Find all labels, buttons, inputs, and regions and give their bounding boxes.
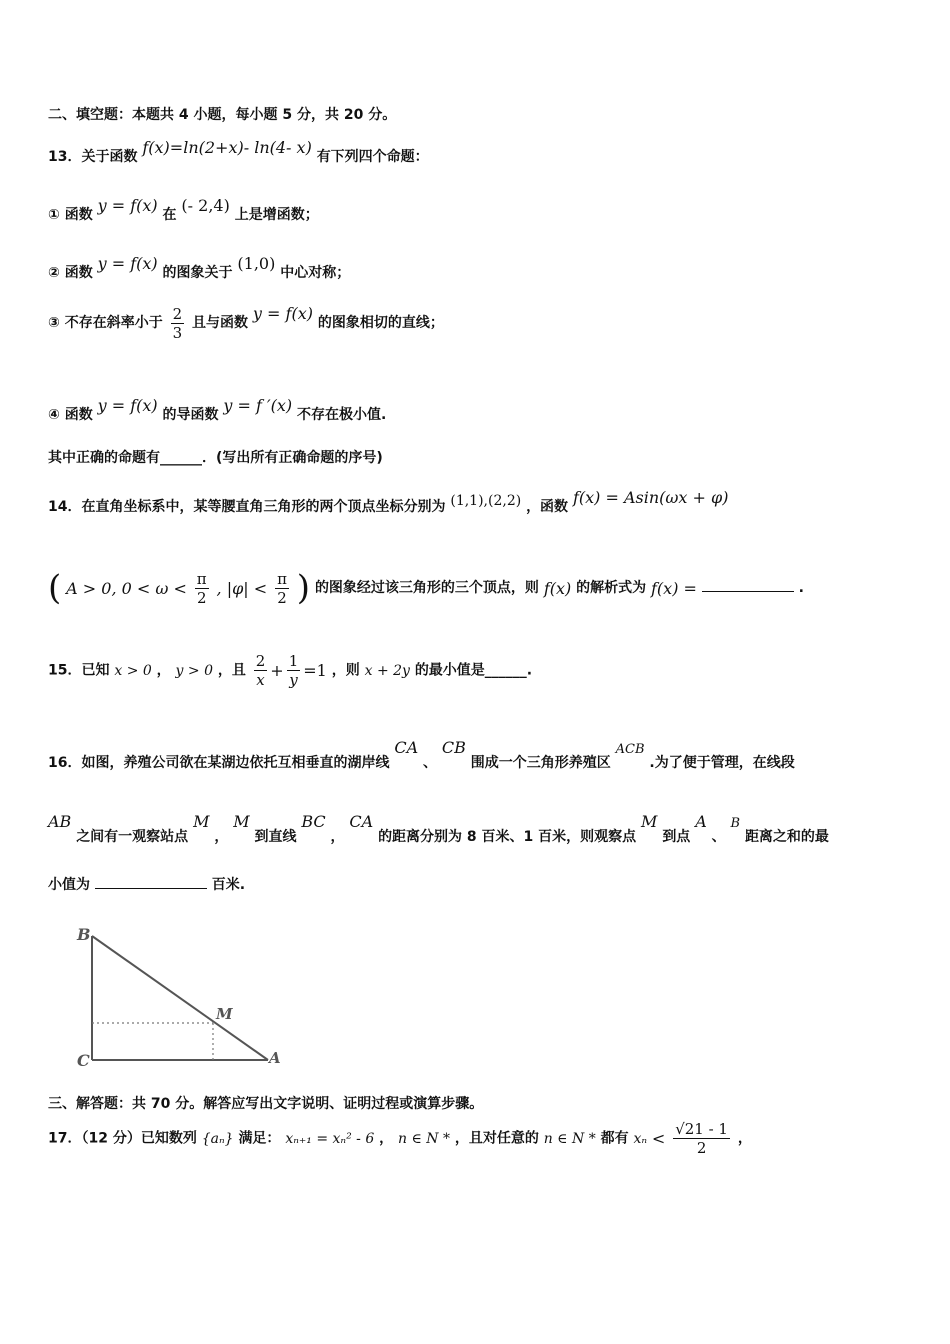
q14-function: f(x) = Asin(ωx + φ) — [572, 488, 729, 507]
q14-fraction-2-den: 2 — [277, 588, 287, 607]
figure-side-AB — [92, 936, 268, 1060]
q14-fx: f(x) — [543, 578, 572, 598]
q13-prefix: 13．关于函数 — [48, 149, 138, 165]
q13-p3-text-a: ③ 不存在斜率小于 — [48, 315, 163, 331]
q13-p3-math-1: y = f(x) — [252, 304, 313, 323]
q17-prefix: 17．（12 分）已知数列 — [48, 1130, 197, 1147]
right-paren-icon: ) — [296, 568, 311, 608]
q16-line-3 — [48, 874, 245, 894]
q14-fraction-1-num: π — [196, 569, 207, 588]
q13-p1-text-a: ① 函数 — [48, 207, 93, 223]
q13-p4-text-b: 的导函数 — [162, 407, 219, 423]
q16-comma-2: ， — [330, 829, 345, 845]
q13-proposition-2 — [48, 254, 350, 282]
q16-dun-2: 、 — [711, 829, 726, 845]
left-paren-icon: ( — [48, 568, 62, 608]
q16-text-2d: 到点 — [662, 829, 691, 845]
q13-p4-math-1: y = f(x) — [97, 396, 158, 415]
q16-point-B: B — [730, 816, 741, 831]
q17-mid-3: 都有 — [600, 1130, 629, 1147]
q16-answer-blank[interactable] — [95, 876, 207, 889]
q16-point-M-1: M — [193, 812, 210, 831]
q14-end: . — [798, 580, 804, 596]
q15-sep: ， — [156, 662, 171, 679]
figure-label-M: M — [216, 1005, 233, 1023]
q15-fraction-1 — [254, 652, 268, 689]
q15-plus: + — [270, 661, 284, 680]
q16-region-ACB: ACB — [615, 742, 645, 757]
q14-mid: ，函数 — [526, 499, 569, 515]
q13-proposition-4 — [48, 396, 386, 424]
q16-point-M-2: M — [233, 812, 250, 831]
q15-question: 的最小值是______. — [414, 662, 533, 679]
q16-line-2 — [48, 812, 829, 846]
q14-text-3: 的解析式为 — [576, 580, 647, 596]
q17-fraction-num: √21 - 1 — [675, 1120, 728, 1138]
q13-question: 其中正确的命题有______．(写出所有正确命题的序号) — [48, 450, 383, 466]
q14-cond-2: , |φ| < — [216, 578, 268, 598]
q13-suffix: 有下列四个命题： — [316, 149, 429, 165]
q17-sequence: {aₙ} — [201, 1130, 234, 1147]
q15-cond-2: y > 0 — [175, 662, 213, 679]
q14-fraction-2 — [275, 570, 289, 607]
q13-p1-text-b: 在 — [162, 207, 177, 223]
q15-fraction-2-den: y — [289, 671, 298, 689]
q16-text-3: 小值为 — [48, 877, 90, 893]
q13-p2-math-2: (1,0) — [237, 254, 276, 273]
q17-end: ， — [737, 1130, 752, 1147]
q14-fraction-1 — [195, 570, 209, 607]
q13-p3-text-c: 的图象相切的直线； — [317, 315, 444, 331]
q13-p2-math-1: y = f(x) — [97, 254, 158, 273]
q16-segment-AB: AB — [48, 812, 72, 831]
q17-fraction-den: 2 — [696, 1139, 707, 1157]
figure-label-A: A — [269, 1049, 281, 1067]
q13-p3-text-b: 且与函数 — [192, 315, 249, 331]
q16-line-CB: CB — [441, 738, 466, 757]
q16-dun: 、 — [423, 755, 438, 771]
q14-prefix: 14．在直角坐标系中，某等腰直角三角形的两个顶点坐标分别为 — [48, 499, 446, 515]
q13-p2-text-a: ② 函数 — [48, 265, 93, 281]
q16-text-1a: 16．如图，养殖公司欲在某湖边依托互相垂直的湖岸线 — [48, 755, 390, 771]
q15-expression: x + 2y — [364, 662, 410, 679]
q16-point-M-3: M — [641, 812, 658, 831]
q13-p4-math-2: y = f ′(x) — [223, 396, 293, 415]
q14-fraction-1-den: 2 — [196, 588, 207, 607]
q16-text-2a: 之间有一观察站点 — [76, 829, 189, 845]
q14-fx-2: f(x) = — [651, 578, 697, 598]
q13-function: f(x)=ln(2+x)- ln(4- x) — [142, 138, 312, 157]
q17-n-in-N-2: n ∈ N * — [543, 1130, 596, 1147]
q13-p2-text-b: 的图象关于 — [162, 265, 233, 281]
q15-equals: =1 — [303, 661, 327, 680]
figure-label-C: C — [77, 1051, 90, 1068]
q15-fraction-2 — [287, 652, 301, 689]
q15-fraction-1-num: 2 — [255, 652, 266, 670]
q13-proposition-1 — [48, 196, 319, 224]
q16-text-2c: 的距离分别为 8 百米、1 百米，则观察点 — [378, 829, 637, 845]
q17-recurrence: xₙ₊₁ = xₙ² - 6 — [285, 1130, 375, 1147]
q17-n-in-N: n ∈ N * — [397, 1130, 450, 1147]
q17-fraction — [673, 1120, 730, 1157]
q17-mid-2: ，且对任意的 — [454, 1130, 539, 1147]
q16-line-BC: BC — [301, 812, 326, 831]
q15-fraction-1-den: x — [256, 671, 265, 689]
q15-and: ，且 — [217, 662, 246, 679]
q17-stem — [48, 1120, 752, 1157]
q16-text-2b: 到直线 — [254, 829, 297, 845]
section-2-heading: 二、填空题：本题共 4 小题，每小题 5 分，共 20 分。 — [48, 107, 397, 123]
q16-comma-1: ， — [214, 829, 229, 845]
q14-text-2: 的图象经过该三角形的三个顶点，则 — [314, 580, 539, 596]
q14-condition-line — [48, 568, 804, 608]
q17-xn: xₙ — [633, 1130, 648, 1147]
q13-p1-text-c: 上是增函数； — [234, 207, 319, 223]
figure-label-B: B — [77, 925, 91, 944]
q16-text-1b: 围成一个三角形养殖区 — [470, 755, 611, 771]
q14-cond-1: A > 0, 0 < ω < — [66, 578, 187, 598]
q16-line-CA: CA — [394, 738, 419, 757]
q13-proposition-3 — [48, 304, 444, 342]
q15-cond-1: x > 0 — [114, 662, 152, 679]
q16-triangle-figure — [70, 918, 290, 1068]
q15-stem — [48, 652, 532, 689]
q16-text-2e: 距离之和的最 — [744, 829, 829, 845]
q16-text-3-end: 百米. — [211, 877, 246, 893]
q15-then: ，则 — [331, 662, 360, 679]
q13-p4-text-a: ④ 函数 — [48, 407, 93, 423]
q15-prefix: 15．已知 — [48, 662, 110, 679]
q17-sep: ， — [379, 1130, 394, 1147]
q13-p3-fraction-num: 2 — [172, 304, 183, 323]
q13-p2-text-c: 中心对称； — [280, 265, 351, 281]
q13-p1-math-2: (- 2,4) — [181, 196, 230, 215]
q14-points: (1,1),(2,2) — [450, 493, 522, 509]
q13-p4-text-c: 不存在极小值. — [297, 407, 387, 423]
q14-fraction-2-num: π — [277, 569, 287, 588]
section-3-heading: 三、解答题：共 70 分。解答应写出文字说明、证明过程或演算步骤。 — [48, 1096, 484, 1112]
q13-p1-math-1: y = f(x) — [97, 196, 158, 215]
q13-p3-fraction-den: 3 — [172, 323, 183, 342]
q15-fraction-2-num: 1 — [288, 652, 299, 670]
q14-answer-blank[interactable] — [702, 579, 794, 592]
q14-stem — [48, 488, 728, 516]
q16-line-CA-2: CA — [349, 812, 374, 831]
q17-mid-1: 满足： — [238, 1130, 281, 1147]
q17-less-than: < — [651, 1129, 666, 1148]
q13-p3-fraction — [171, 305, 185, 342]
q16-text-1c: .为了便于管理，在线段 — [649, 755, 795, 771]
q13-stem — [48, 138, 429, 166]
q16-point-A: A — [695, 812, 707, 831]
q16-line-1 — [48, 738, 795, 772]
